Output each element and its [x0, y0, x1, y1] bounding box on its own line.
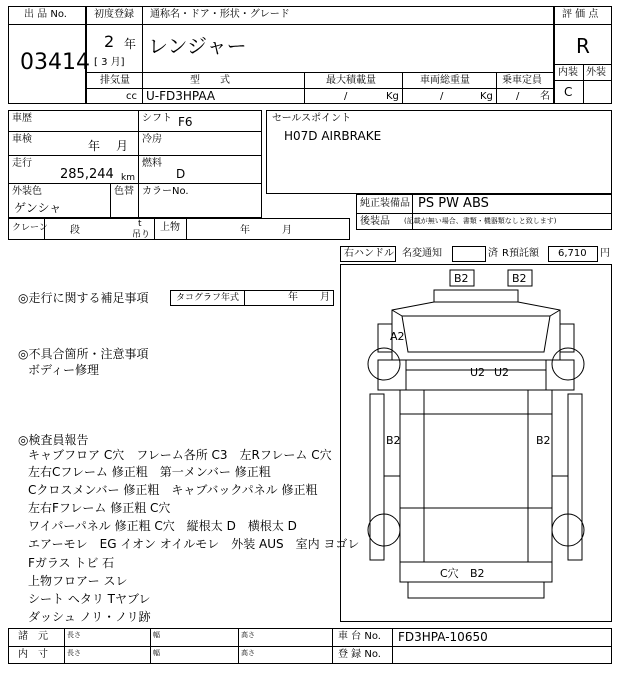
first-registration-label: 初度登録	[94, 9, 134, 20]
color-change-label: 色替	[114, 186, 134, 197]
grade-label: 評 価 点	[562, 9, 599, 20]
footer-width-label: 幅	[153, 631, 160, 639]
front-left-wheel	[368, 348, 400, 380]
tachograph-year-unit: 年	[288, 292, 298, 303]
chassis-number: FD3HPA-10650	[398, 630, 488, 644]
gross-weight-value: /	[440, 91, 444, 102]
footer-height-label-inner: 高さ	[241, 649, 255, 657]
damage-label: B2	[470, 567, 485, 580]
name-door-shape-grade-label: 通称名・ドア・形状・グレード	[150, 9, 290, 20]
tachograph-month-unit: 月	[320, 292, 330, 303]
cab-roof-panel	[402, 316, 550, 352]
mileage-label: 走行	[12, 158, 32, 169]
crane-label: クレーン	[12, 223, 48, 233]
max-load-value: /	[344, 91, 348, 102]
shift-label: シフト	[142, 113, 172, 124]
name-change-box	[452, 246, 486, 262]
damage-label: B2	[536, 434, 551, 447]
recycle-deposit-label: R預託額	[502, 248, 539, 259]
exterior-color-label: 外装色	[12, 186, 42, 197]
interior-grade: C	[564, 85, 573, 99]
car-name: レンジャー	[148, 34, 247, 58]
damage-label: A2	[390, 330, 405, 343]
upper-month-unit: 月	[282, 225, 292, 236]
exterior-color-value: ゲンシャ	[14, 201, 62, 215]
crane-stage-unit: 段	[70, 225, 80, 236]
crane-hang-unit: 吊り	[132, 230, 151, 240]
report-line: シート ヘタリ Tヤブレ	[28, 592, 151, 606]
genuine-equipment-items: PS PW ABS	[418, 196, 489, 211]
lot-number: 03414	[20, 50, 90, 75]
defects-heading: ◎不具合箇所・注意事項	[18, 347, 149, 361]
fuel-label: 燃料	[142, 158, 162, 169]
genuine-equipment-label: 純正装備品	[360, 198, 410, 209]
defects-text: ボディー修理	[28, 363, 100, 377]
damage-label: B2	[454, 272, 469, 285]
registration-year-unit: 年	[124, 37, 137, 51]
supplement-heading: ◎走行に関する補足事項	[18, 291, 149, 305]
shift-value: F6	[178, 115, 193, 129]
footer-length-label-inner: 長さ	[67, 649, 81, 657]
displacement-label: 排気量	[100, 75, 130, 86]
exterior-label: 外装	[586, 67, 606, 78]
inspector-heading: ◎検査員報告	[18, 433, 89, 447]
chassis-number-label: 車 台 No.	[338, 631, 381, 642]
model-label: 型 式	[190, 75, 230, 86]
report-line: 左右Cフレーム 修正粗 第一メンバー 修正粗	[28, 465, 271, 479]
registration-number-label: 登 録 No.	[338, 649, 381, 660]
tachograph-label: タコグラフ年式	[176, 293, 240, 303]
color-code-label: カラーNo.	[142, 186, 189, 197]
capacity-value: /	[516, 91, 520, 102]
damage-label: B2	[386, 434, 401, 447]
upper-year-unit: 年	[240, 225, 250, 236]
name-change-label: 名変通知	[402, 248, 442, 259]
upper-body-label: 上物	[160, 222, 180, 233]
damage-label: U2	[494, 366, 510, 379]
capacity-unit: 名	[540, 91, 550, 102]
report-line: 左右Fフレーム 修正粗 C穴	[28, 501, 171, 515]
mileage-unit: km	[121, 173, 135, 183]
ac-label: 冷房	[142, 134, 162, 145]
steering-value: 右ハンドル	[344, 248, 394, 259]
inspection-label: 車検	[12, 134, 32, 145]
footer-inner-label: 内 寸	[18, 649, 48, 660]
crane-ton-unit: t	[138, 219, 142, 229]
history-label: 車歴	[12, 113, 32, 124]
registration-year: 2	[104, 32, 115, 51]
footer-length-label: 長さ	[67, 631, 81, 639]
max-load-label: 最大積載量	[326, 75, 376, 86]
capacity-label: 乗車定員	[502, 75, 542, 86]
report-line: ダッシュ ノリ・ノリ跡	[28, 610, 151, 624]
report-line: エアーモレ EG イオン オイルモレ 外装 AUS 室内 ヨゴレ	[28, 537, 360, 551]
mileage-value: 285,244	[60, 167, 114, 182]
sales-point-label: セールスポイント	[272, 113, 352, 124]
gross-weight-unit: Kg	[480, 91, 493, 102]
inspection-month-unit: 月	[116, 139, 129, 153]
right-side-gate	[568, 394, 582, 560]
recycle-deposit-unit: 円	[600, 248, 610, 259]
grade-value: R	[576, 34, 590, 58]
inspection-year-unit: 年	[88, 139, 101, 153]
aftermarket-label: 後装品	[360, 216, 390, 227]
damage-label: B2	[512, 272, 527, 285]
cab-outline	[392, 302, 560, 360]
recycle-deposit-value: 6,710	[558, 248, 587, 259]
damage-label: U2	[470, 366, 486, 379]
report-line: キャブフロア C穴 フレーム各所 C3 左Rフレーム C穴	[28, 448, 332, 462]
aftermarket-note: (記載が無い場合、書類・機器類なしと致します)	[404, 217, 557, 225]
report-line: 上物フロアー スレ	[28, 574, 128, 588]
cargo-bed	[400, 390, 552, 562]
right-door	[546, 360, 574, 390]
displacement-unit: cc	[126, 91, 137, 102]
cab-roof	[434, 290, 518, 302]
damage-label: C穴	[440, 567, 459, 580]
report-line: Fガラス トビ 石	[28, 556, 115, 570]
truck-damage-diagram	[340, 264, 612, 622]
interior-label: 内装	[558, 67, 578, 78]
front-right-wheel	[552, 348, 584, 380]
footer-spec-label: 諸 元	[18, 631, 48, 642]
name-change-value: 済	[488, 248, 498, 259]
gross-weight-label: 車両総重量	[420, 75, 470, 86]
model-code: U-FD3HPAA	[146, 89, 216, 103]
lot-number-label: 出 品 No.	[24, 9, 67, 20]
left-door	[378, 360, 406, 390]
report-line: Cクロスメンバー 修正粗 キャブバックパネル 修正粗	[28, 483, 318, 497]
fuel-value: D	[176, 167, 186, 181]
footer-width-label-inner: 幅	[153, 649, 160, 657]
left-side-gate	[370, 394, 384, 560]
footer-height-label: 高さ	[241, 631, 255, 639]
max-load-unit: Kg	[386, 91, 399, 102]
report-line: ワイパーパネル 修正粗 C穴 縦根太 D 横根太 D	[28, 519, 297, 533]
sales-point-text: H07D AIRBRAKE	[284, 129, 382, 143]
registration-month: [ 3 月]	[94, 57, 125, 68]
rear-bumper	[408, 582, 544, 598]
